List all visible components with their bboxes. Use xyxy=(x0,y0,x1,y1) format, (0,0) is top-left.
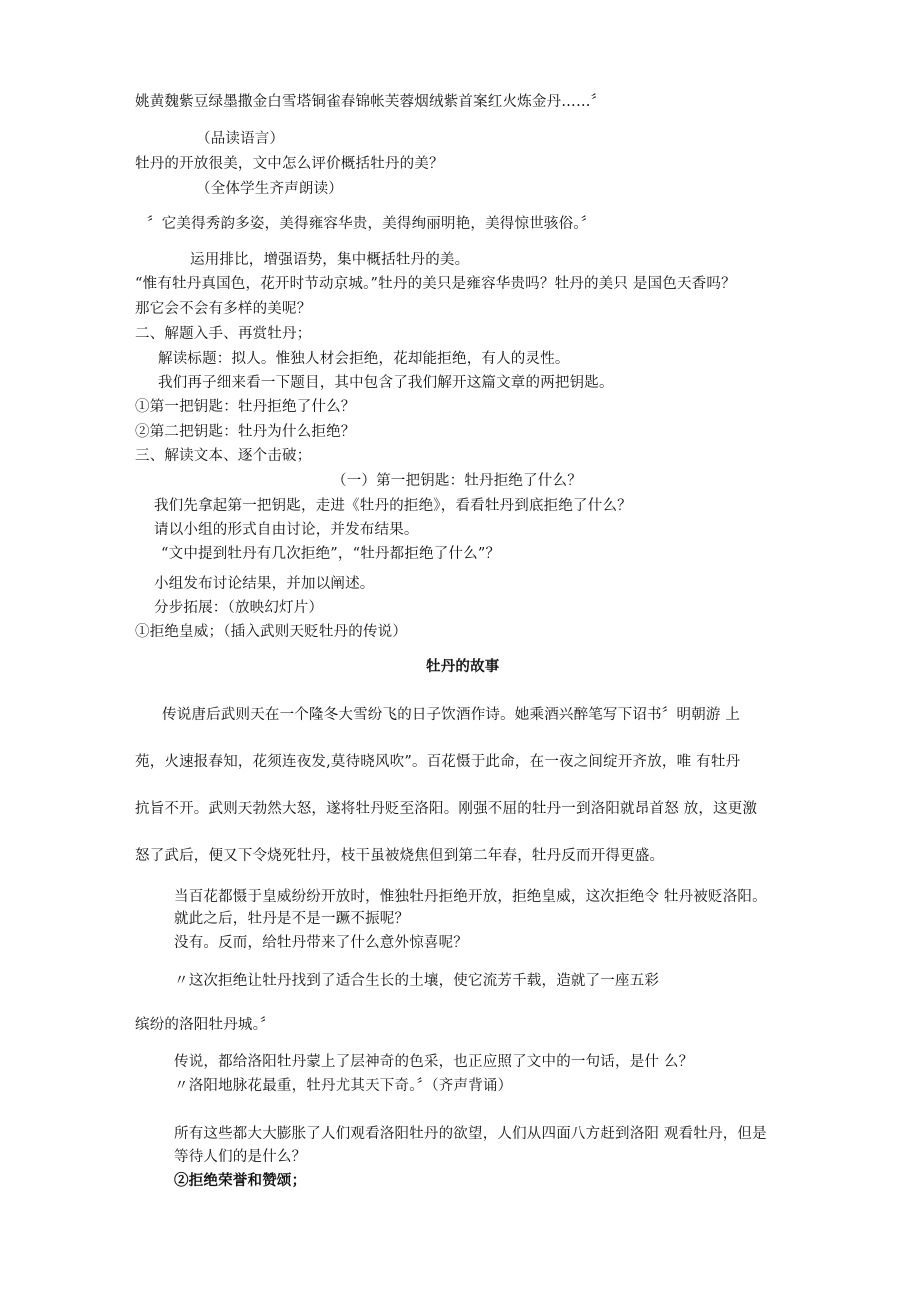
section-heading-three: 三、解读文本、逐个击破； xyxy=(135,448,312,464)
text-line-group-results: 小组发布讨论结果，并加以阐述。 xyxy=(154,576,375,592)
text-line-parallelism: 运用排比，增强语势，集中概括牡丹的美。 xyxy=(190,252,470,268)
subheading-refuse-honor: ②拒绝荣誉和赞颂； xyxy=(174,1172,307,1189)
text-line-second-key: ②第二把钥匙：牡丹为什么拒绝？ xyxy=(135,424,356,440)
text-line-first-key: ①第一把钥匙：牡丹拒绝了什么？ xyxy=(135,399,356,415)
text-line-poem-question: “惟有牡丹真国色，花开时节动京城。”牡丹的美只是雍容华贵吗？牡丹的美只 是国色天香吗？ xyxy=(135,276,736,292)
story-line-1: 传说唐后武则天在一个隆冬大雪纷飞的日子饮酒作诗。她乘酒兴醉笔写下诏书〞明朝游 上 xyxy=(162,707,741,723)
text-line-soil-quote: 〃这次拒绝让牡丹找到了适合生长的土壤，使它流芳千载，造就了一座五彩 xyxy=(174,973,660,989)
text-line-reading-language: （品读语言） xyxy=(196,131,285,147)
text-line-desire-visit: 所有这些都大大膨胀了人们观看洛阳牡丹的欲望，人们从四面八方赶到洛阳 观看牡丹，但是 xyxy=(174,1126,767,1142)
text-line-discussion-questions: “文中提到牡丹有几次拒绝”，“牡丹都拒绝了什么”？ xyxy=(161,546,501,562)
text-line-legend-color: 传说，都给洛阳牡丹蒙上了层神奇的色采，也正应照了文中的一句话，是什 么？ xyxy=(174,1054,694,1070)
section-heading-two: 二、解题入手、再赏牡丹； xyxy=(135,326,312,342)
story-line-3: 抗旨不开。武则天勃然大怒，遂将牡丹贬至洛阳。刚强不屈的牡丹一到洛阳就昂首怒 放，这更激 xyxy=(135,801,758,817)
text-line-step-expand: 分步拓展：（放映幻灯片） xyxy=(154,600,324,616)
text-line-luoyang-city: 缤纷的洛阳牡丹城。〞 xyxy=(135,1017,275,1033)
text-line-various-beauty: 那它会不会有多样的美呢？ xyxy=(135,301,312,317)
text-line-title-analysis: 解读标题：拟人。惟独人材会拒绝，花却能拒绝，有人的灵性。 xyxy=(158,351,570,367)
text-line-two-keys: 我们再子细来看一下题目，其中包含了我们解开这篇文章的两把钥匙。 xyxy=(158,375,614,391)
story-title: 牡丹的故事 xyxy=(426,658,500,675)
text-line-quote-beauty: 〞它美得秀韵多姿，美得雍容华贵，美得绚丽明艳，美得惊世骇俗。〞 xyxy=(147,216,596,232)
text-line-refuse-imperial: ①拒绝皇威；（插入武则天贬牡丹的传说） xyxy=(135,624,408,640)
text-line-peony-names: 姚黄魏紫豆绿墨撒金白雪塔铜雀春锦帐芙蓉烟绒紫首案红火炼金丹……〞 xyxy=(135,94,606,110)
text-line-question-beauty: 牡丹的开放很美，文中怎么评价概括牡丹的美？ xyxy=(135,156,444,172)
text-line-after-exile: 就此之后，牡丹是不是一蹶不振呢？ xyxy=(174,911,410,927)
text-line-take-key: 我们先拿起第一把钥匙，走进《牡丹的拒绝》，看看牡丹到底拒绝了什么？ xyxy=(154,498,632,514)
story-line-2: 苑，火速报春知，花须连夜发,莫待晓风吹”。百花慑于此命，在一夜之间绽开齐放，唯 有牡丹 xyxy=(135,754,741,770)
text-line-surprise: 没有。反而，给牡丹带来了什么意外惊喜呢？ xyxy=(174,935,468,951)
text-line-refuse-imperial-explain: 当百花都慑于皇威纷纷开放时，惟独牡丹拒绝开放，拒绝皇威，这次拒绝令 牡丹被贬洛阳。 xyxy=(174,889,767,905)
text-line-luoyang-quote: 〃洛阳地脉花最重，牡丹尤其天下奇。〞（齐声背诵） xyxy=(174,1078,513,1094)
subheading-first-key: （一）第一把钥匙：牡丹拒绝了什么？ xyxy=(332,473,582,489)
text-line-group-discuss: 请以小组的形式自由讨论，并发布结果。 xyxy=(154,522,419,538)
text-line-what-awaits: 等待人们的是什么？ xyxy=(174,1149,307,1165)
story-line-4: 怒了武后，便又下令烧死牡丹，枝干虽被烧焦但到第二年春，牡丹反而开得更盛。 xyxy=(135,848,665,864)
text-line-read-aloud: （全体学生齐声朗读） xyxy=(196,181,343,197)
